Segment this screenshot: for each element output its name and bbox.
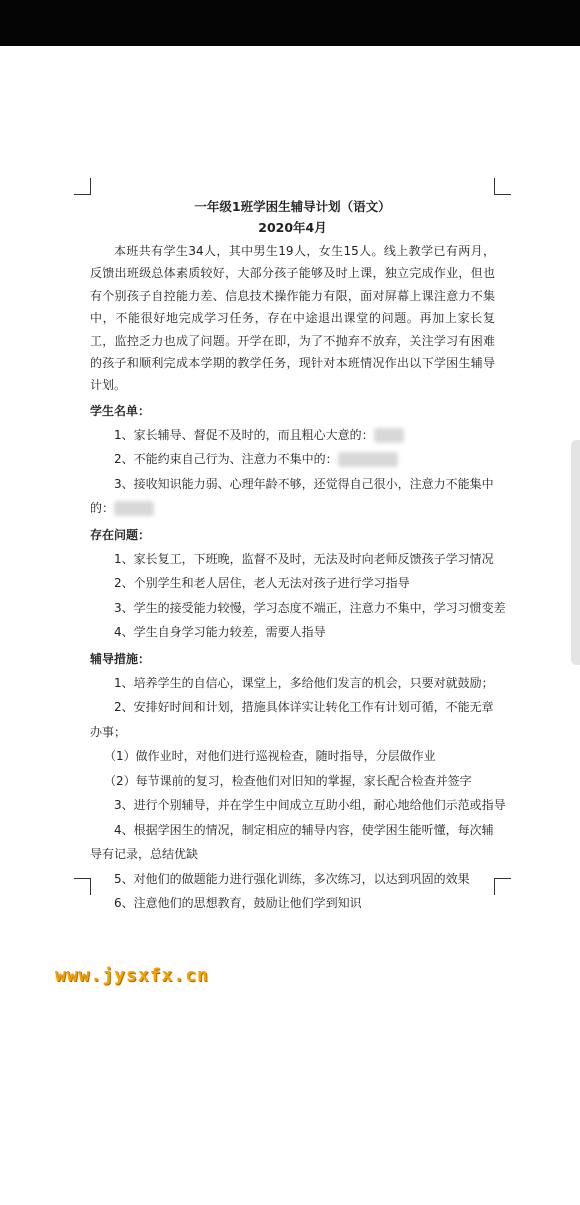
document-body (90, 196, 506, 916)
redacted-names (114, 501, 154, 516)
redacted-names (338, 452, 398, 467)
list-item: 1、家长复工，下班晚，监督不及时，无法及时向老师反馈孩子学习情况 (114, 551, 494, 566)
crop-mark-bottom-left (74, 878, 91, 895)
status-bar (0, 0, 580, 46)
site-watermark: www.jysxfx.cn (55, 965, 209, 986)
crop-mark-top-right (494, 178, 511, 195)
crop-mark-top-left (74, 178, 91, 195)
list-item: 2、个别学生和老人居住，老人无法对孩子进行学习指导 (114, 576, 410, 591)
list-item: 4、学生自身学习能力较差，需要人指导 (114, 625, 326, 640)
list-item: 5、对他们的做题能力进行强化训练，多次练习，以达到巩固的效果 (114, 871, 470, 886)
document-title: 一年级1班学困生辅导计划（语文） (194, 199, 391, 214)
intro-paragraph: 本班共有学生34人，其中男生19人，女生15人。线上教学已有两月，反馈出班级总体素质较好，大部分孩子能够及时上课，独立完成作业，但也有个别孩子自控能力差、信息技术操作能力有限，面对屏幕上课注意力不集中，不能很好地完成学习任务，存在中途退出课堂的问题。再加上家长复工，监控乏力也成了问题。开学在即，为了不抛弃不放弃，关注学习有困难的孩子和顺利完成本学期的教学任务，现针对本班情况作出以下学困生辅导计划。 (90, 244, 495, 393)
list-item: 3、学生的接受能力较慢，学习态度不端正，注意力不集中，学习习惯变差 (114, 600, 506, 615)
sub-list-item: （1）做作业时，对他们进行巡视检查，随时指导，分层做作业 (104, 749, 436, 764)
list-item: 3、接收知识能力弱、心理年龄不够，还觉得自己很小，注意力不能集中的： (90, 476, 494, 516)
list-item: 3、进行个别辅导，并在学生中间成立互助小组，耐心地给他们示范或指导 (114, 798, 506, 813)
redacted-names (374, 428, 404, 443)
list-item: 2、安排好时间和计划，措施具体详实让转化工作有计划可循，不能无章办事； (90, 700, 494, 739)
list-item: 1、培养学生的自信心，课堂上，多给他们发言的机会，只要对就鼓励； (114, 675, 494, 690)
list-item: 4、根据学困生的情况，制定相应的辅导内容，使学困生能听懂，每次辅导有记录，总结优缺 (90, 822, 494, 862)
sub-list-item: （2）每节课前的复习，检查他们对旧知的掌握，家长配合检查并签字 (104, 773, 472, 788)
document-date: 2020年4月 (258, 220, 327, 235)
students-heading: 学生名单： (90, 403, 151, 418)
measures-heading: 辅导措施： (90, 651, 151, 666)
crop-mark-bottom-right (494, 878, 511, 895)
list-item: 6、注意他们的思想教育，鼓励让他们学到知识 (114, 896, 362, 911)
list-item: 2、不能约束自己行为、注意力不集中的： (90, 447, 495, 472)
list-item: 1、家长辅导、督促不及时的，而且粗心大意的： (90, 423, 495, 448)
problems-heading: 存在问题： (90, 527, 151, 542)
scrollbar-thumb[interactable] (571, 440, 580, 665)
